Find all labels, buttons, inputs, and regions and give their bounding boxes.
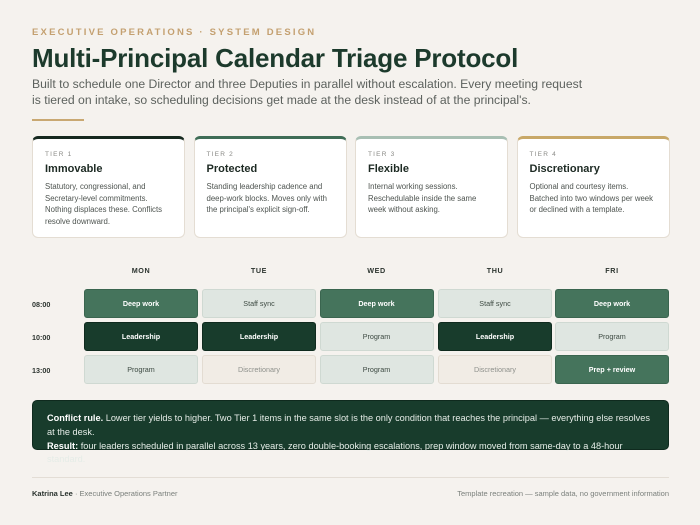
day-header-thu: THU xyxy=(486,266,504,275)
tier-label: TIER 2 xyxy=(206,151,234,158)
time-label: 13:00 xyxy=(32,366,51,375)
schedule-block[interactable]: Staff sync xyxy=(438,289,552,318)
tier-name: Protected xyxy=(206,163,258,175)
schedule-block[interactable]: Deep work xyxy=(555,289,669,318)
schedule-block[interactable]: Program xyxy=(555,322,669,351)
tier-cards xyxy=(32,136,669,238)
footer-divider xyxy=(32,477,669,478)
conflict-rule-text: Lower tier yields to higher. Two Tier 1 items in the same slot is the only condition that reaches the principal — everything else resolves at the desk. xyxy=(47,413,650,437)
schedule-block[interactable]: Staff sync xyxy=(202,289,316,318)
tier-label: TIER 4 xyxy=(529,151,557,158)
conflict-rule-label: Conflict rule. xyxy=(47,413,104,423)
tier-description: Statutory, congressional, and Secretary-level commitments. Nothing displaces these. Conflicts resolve downward. xyxy=(45,182,163,226)
schedule-block[interactable]: Deep work xyxy=(320,289,434,318)
tier-description: Internal working sessions. Reschedulable inside the same week without asking. xyxy=(368,182,477,214)
schedule-block[interactable]: Discretionary xyxy=(438,355,552,384)
page xyxy=(32,0,669,525)
author-name: Katrina Lee xyxy=(32,489,73,498)
schedule-block[interactable]: Discretionary xyxy=(202,355,316,384)
page-subtitle: Built to schedule one Director and three Deputies in parallel without escalation. Every meeting request is tiered on intake, so scheduling decisions get made at the desk instead of at the principal's. xyxy=(32,77,583,107)
schedule-block[interactable]: Program xyxy=(320,355,434,384)
author-role: · Executive Operations Partner xyxy=(72,489,178,498)
page-title: Multi-Principal Calendar Triage Protocol xyxy=(32,43,519,73)
tier-name: Immovable xyxy=(45,163,103,175)
day-header-fri: FRI xyxy=(605,266,619,275)
eyebrow: EXECUTIVE OPERATIONS · SYSTEM DESIGN xyxy=(32,27,317,38)
schedule-block[interactable]: Program xyxy=(320,322,434,351)
tier-card-3 xyxy=(355,136,508,238)
schedule-block[interactable]: Leadership xyxy=(202,322,316,351)
result-text: four leaders scheduled in parallel across 13 years, zero double-booking escalations, prep window moved from same-day to a 48-hour standard. xyxy=(47,440,623,465)
schedule-block[interactable]: Deep work xyxy=(84,289,198,318)
schedule-block[interactable]: Prep + review xyxy=(555,355,669,384)
day-header-wed: WED xyxy=(367,266,386,275)
tier-label: TIER 3 xyxy=(368,151,396,158)
tier-card-1 xyxy=(32,136,185,238)
schedule-block[interactable]: Program xyxy=(84,355,198,384)
tier-description: Optional and courtesy items. Batched into two windows per week or declined with a template. xyxy=(529,182,654,214)
conflict-rule-box xyxy=(32,400,669,465)
day-header-mon: MON xyxy=(131,266,151,275)
tier-name: Flexible xyxy=(368,163,409,175)
tier-name: Discretionary xyxy=(529,163,600,175)
time-label: 08:00 xyxy=(32,300,51,309)
schedule-grid xyxy=(32,262,669,388)
accent-rule xyxy=(32,119,84,121)
tier-description: Standing leadership cadence and deep-work blocks. Moves only with the principal's explicit sign-off. xyxy=(206,182,327,214)
time-label: 10:00 xyxy=(32,333,51,342)
tier-card-2 xyxy=(194,136,347,238)
footer-note: Template recreation — sample data, no government information xyxy=(457,489,669,498)
result-label: Result: xyxy=(47,440,79,451)
tier-label: TIER 1 xyxy=(45,151,73,158)
day-header-tue: TUE xyxy=(250,266,268,275)
footer-credit xyxy=(32,489,178,498)
tier-card-4 xyxy=(517,136,670,238)
schedule-block[interactable]: Leadership xyxy=(438,322,552,351)
schedule-block[interactable]: Leadership xyxy=(84,322,198,351)
